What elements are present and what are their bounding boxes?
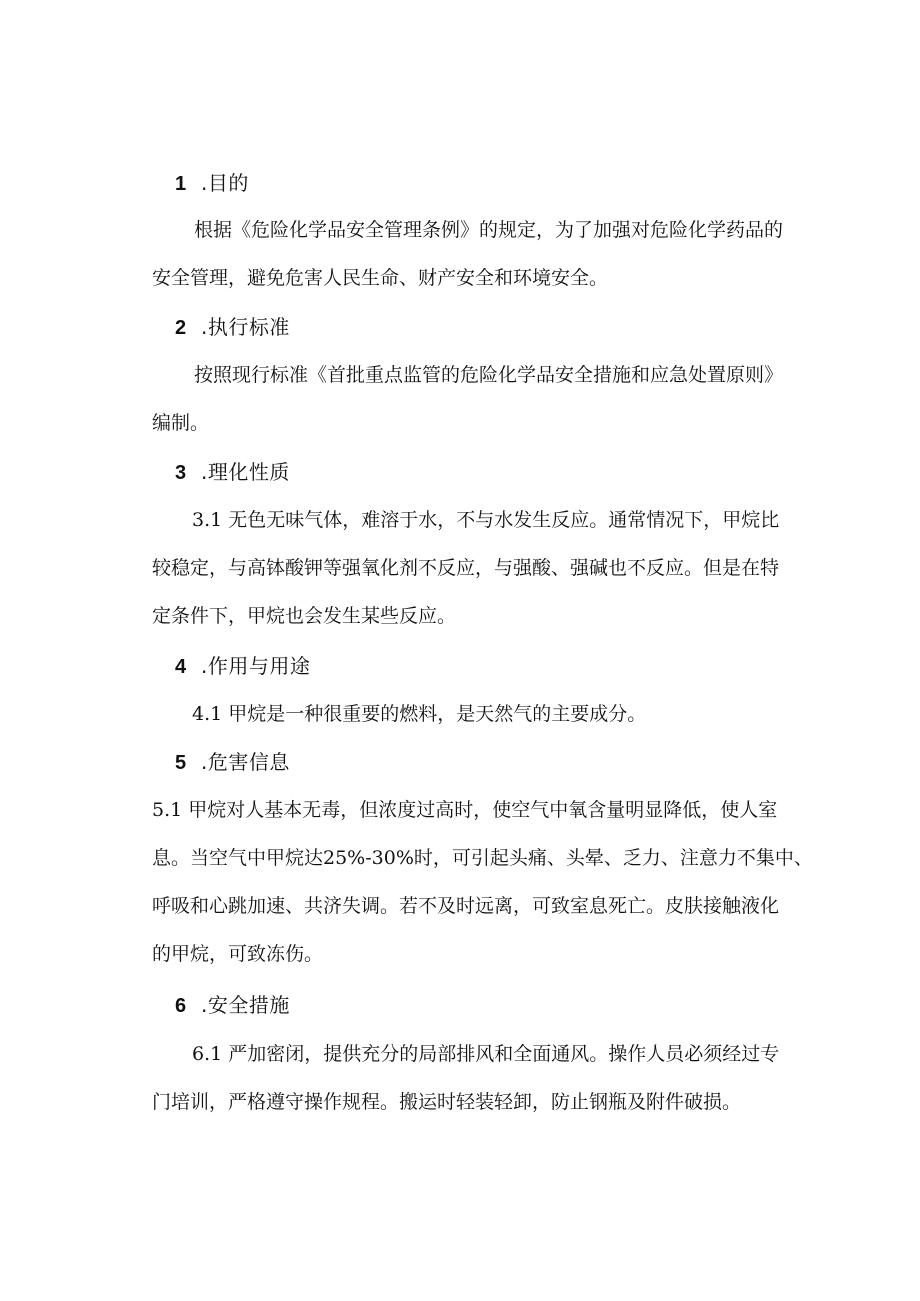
section-paragraph-3 [152, 496, 812, 640]
section-paragraph-6 [152, 1030, 812, 1126]
paragraph-line: 根据《危险化学品安全管理条例》的规定，为了加强对危险化学药品的 [194, 219, 784, 241]
paragraph-line: 较稳定，与高钵酸钾等强氧化剂不反应，与强酸、强碱也不反应。但是在特 [152, 557, 780, 579]
paragraph-line: 5.1 甲烷对人基本无毒，但浓度过高时，使空气中氧含量明显降低，使人室 [152, 799, 778, 821]
section-title: .作用与用途 [201, 654, 311, 678]
section-heading-3 [175, 458, 290, 487]
section-paragraph-5 [152, 786, 817, 978]
paragraph-line: 按照现行标准《首批重点监管的危险化学品安全措施和应急处置原则》 [194, 364, 784, 386]
paragraph-line: 的甲烷，可致冻伤。 [152, 943, 324, 965]
section-heading-4 [175, 652, 310, 681]
section-paragraph-2 [152, 351, 812, 447]
paragraph-line: 编制。 [152, 412, 210, 434]
paragraph-line: 3.1 无色无味气体，难溶于水，不与水发生反应。通常情况下，甲烷比 [192, 509, 780, 531]
section-heading-2 [175, 313, 290, 342]
section-paragraph-4 [152, 690, 812, 738]
paragraph-line: 安全管理，避免危害人民生命、财产安全和环境安全。 [152, 267, 609, 289]
section-title: .执行标准 [201, 315, 290, 339]
paragraph-line: 门培训，严格遵守操作规程。搬运时轻装轻卸，防止钢瓶及附件破损。 [152, 1091, 742, 1113]
section-title: .危害信息 [201, 750, 290, 774]
section-title: .理化性质 [201, 460, 290, 484]
section-title: .安全措施 [201, 993, 290, 1017]
section-number: 1 [175, 173, 187, 195]
section-heading-1 [175, 169, 249, 198]
paragraph-line: 4.1 甲烷是一种很重要的燃料，是天然气的主要成分。 [192, 703, 647, 725]
section-heading-5 [175, 748, 290, 777]
section-number: 5 [175, 752, 187, 774]
section-paragraph-1 [152, 206, 812, 302]
section-number: 4 [175, 656, 187, 678]
section-number: 3 [175, 462, 187, 484]
section-number: 6 [175, 995, 187, 1017]
section-heading-6 [175, 991, 290, 1020]
paragraph-line: 呼吸和心跳加速、共济失调。若不及时远离，可致室息死亡。皮肤接触液化 [152, 895, 780, 917]
paragraph-line: 定条件下，甲烷也会发生某些反应。 [152, 605, 457, 627]
paragraph-line: 6.1 严加密闭，提供充分的局部排风和全面通风。操作人员必须经过专 [192, 1043, 780, 1065]
section-title: .目的 [201, 171, 249, 195]
paragraph-line: 息。当空气中甲烷达25%-30%时，可引起头痛、头晕、乏力、注意力不集中、 [152, 847, 813, 869]
section-number: 2 [175, 317, 187, 339]
